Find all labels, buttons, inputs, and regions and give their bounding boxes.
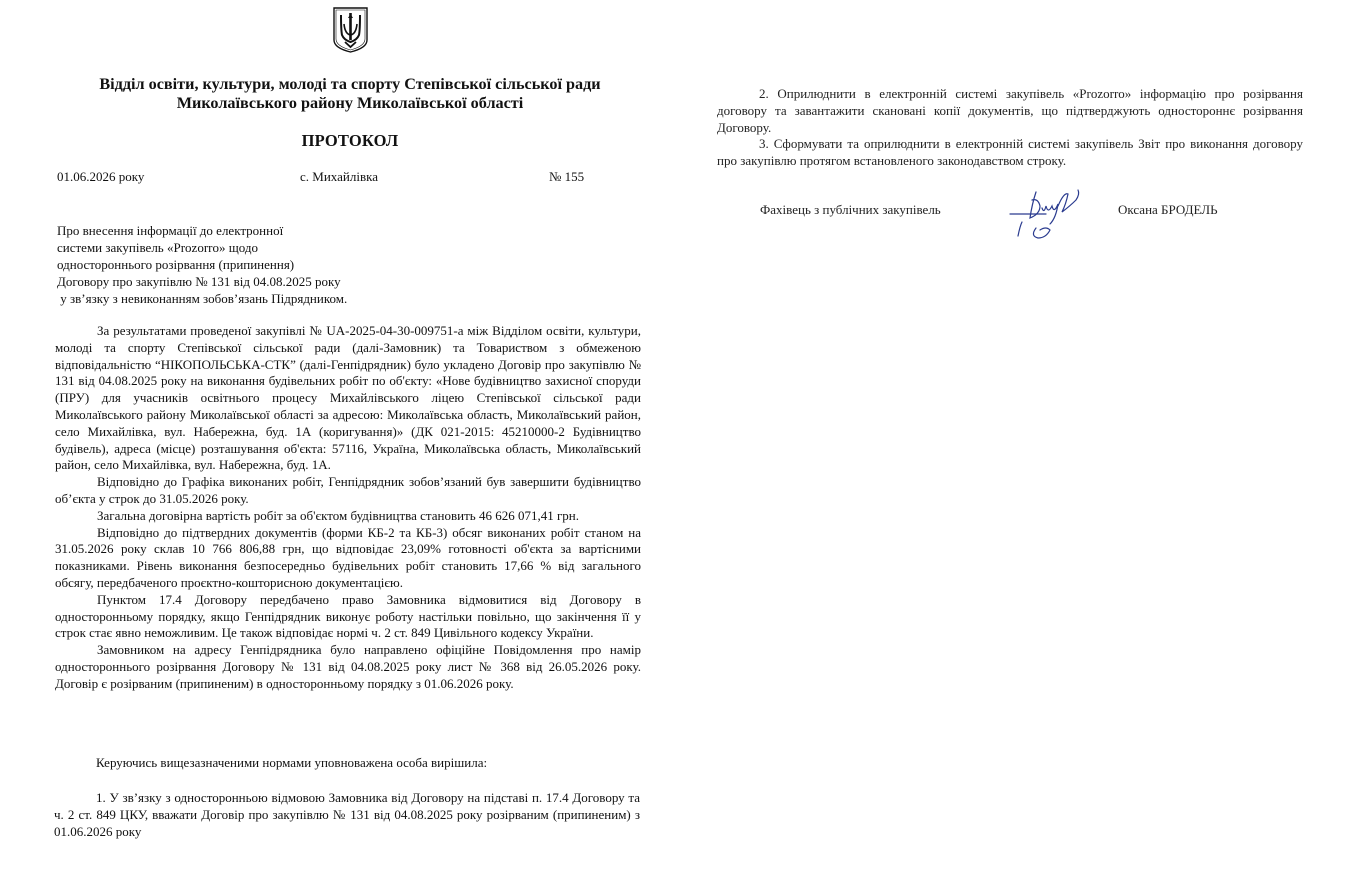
signer-name: Оксана БРОДЕЛЬ [1118,202,1218,217]
decision-item-1-text: 1. У зв’язку з односторонньою відмовою Замовника від Договору на підставі п. 17.4 Договору та ч. 2 ст. 849 ЦКУ, вважати Договір про закупівлю № 131 від 04.08.2025 року розірваним (припиненим) з 01.06.2026 року [54,790,640,839]
subject-line: Про внесення інформації до електронної [57,223,284,238]
subject-line: системи закупівель «Prozorro» щодо [57,240,258,255]
body-paragraph: Відповідно до підтвердних документів (форми КБ-2 та КБ-3) обсяг виконаних робіт станом на 31.05.2026 року склав 10 766 806,88 грн, що відповідає 23,09% готовності об'єкта за вартісними показниками. Рівень виконання безпосередньо будівельних робіт становить 17,66 % від загального обсягу, передбаченого проєктно-кошторисною документацією. [55,524,641,590]
document-number: № 155 [549,169,585,184]
decision-item-3: 3. Сформувати та оприлюднити в електронній системі закупівель Звіт про виконання договору про закупівлю протягом встановленого законодавством строку. [717,136,1303,169]
organization-line-1: Відділ освіти, культури, молоді та спорту Степівської сільської ради [99,75,601,93]
decision-item-2: 2. Оприлюднити в електронній системі закупівель «Prozorro» інформацію про розірвання договору та завантажити скановані копії документів, що підтверджують одностороннє розірвання Договору. [717,86,1303,135]
document-title: ПРОТОКОЛ [301,131,399,150]
subject-line: Договору про закупівлю № 131 від 04.08.2025 року [57,274,341,289]
decision-item-1 [54,790,640,840]
document-place: с. Михайлівка [300,169,378,184]
decision-intro: Керуючись вищезазначеними нормами уповноважена особа вирішила: [96,755,488,770]
body-paragraph: Замовником на адресу Генпідрядника було направлено офіційне Повідомлення про намір одностороннього розірвання Договору № 131 від 04.08.2025 року лист № 368 від 26.05.2026 року. Договір є розірваним (припиненим) в односторонньому порядку з 01.06.2026 року. [55,642,641,691]
coat-of-arms-icon [332,6,369,54]
decision-items-continued [717,86,1303,170]
body-paragraph: Відповідно до Графіка виконаних робіт, Генпідрядник зобов’язаний був завершити будівництво об’єкта у строк до 31.05.2026 року. [55,474,641,506]
document-subject [57,222,347,307]
subject-line: одностороннього розірвання (припинення) [57,257,295,272]
body-paragraph: За результатами проведеної закупівлі № UA-2025-04-30-009751-a між Відділом освіти, культури, молоді та спорту Степівської сільської ради (далі-Замовник) та Товариством з обмеженою відповідальністю “НІКОПОЛЬСЬКА-СТК” (далі-Генпідрядник) було укладено Договір про закупівлю № 131 від 04.08.2025 року на виконання будівельних робіт по об'єкту: «Нове будівництво захисної споруди (ПРУ) для учасників освітнього процесу Михайлівського ліцею Степівської сільської ради Миколаївського району Миколаївської області за адресою: Миколаївська область, Миколаївський район, село Михайлівка, вул. Набережна, буд. 1А (коригування)» (ДК 021-2015: 45210000-2 Будівництво будівель), адреса (місце) розташування об'єкта: 57116, Україна, Миколаївська область, Миколаївський район, село Михайлівка, вул. Набережна, буд. 1А. [55,323,641,473]
signer-position: Фахівець з публічних закупівель [760,202,941,217]
organization-name [60,75,640,113]
protocol-page-2 [680,0,1350,874]
body-paragraph: Пунктом 17.4 Договору передбачено право Замовника відмовитися від Договору в односторонньому порядку, якщо Генпідрядник виконує роботу настільки повільно, що закінчення її у строк стає явно неможливим. Це також відповідає нормі ч. 2 ст. 849 Цивільного кодексу України. [55,591,641,641]
signature-icon [1006,184,1102,242]
document-date: 01.06.2026 року [57,169,145,184]
protocol-body [55,323,641,693]
subject-line: у зв’язку з невиконанням зобов’язань Підрядником. [57,291,348,306]
body-paragraph: Загальна договірна вартість робіт за об'єктом будівництва становить 46 626 071,41 грн. [97,507,579,523]
organization-line-2: Миколаївського району Миколаївської області [176,94,524,112]
